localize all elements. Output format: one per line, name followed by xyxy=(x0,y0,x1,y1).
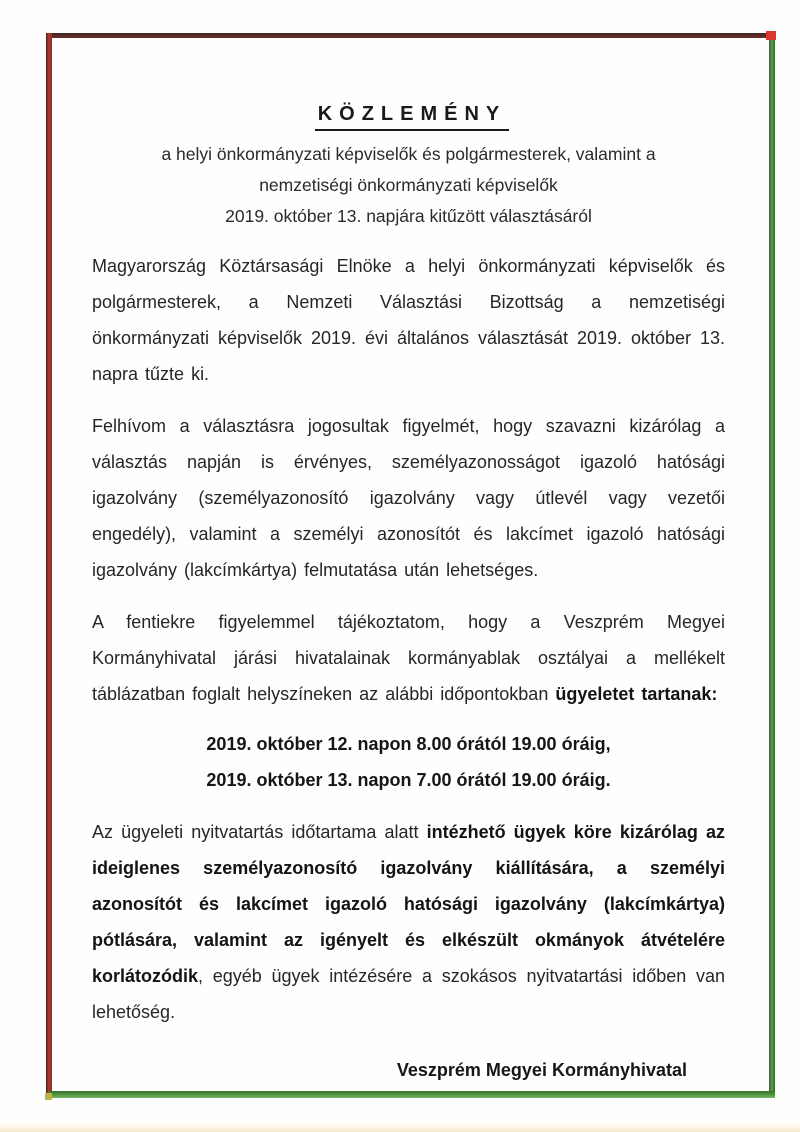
paragraph-text: A fentiekre figyelemmel tájékoztatom, hogy a Veszprém Megyei Kormányhivatal járási hivatalainak kormányablak osztályai a mellékelt táblázatban foglalt helyszíneken az alábbi időpontokban xyxy=(92,612,725,704)
announcement-title: KÖZLEMÉNY xyxy=(315,103,510,131)
paragraph-text: Felhívom a választásra jogosultak figyelmét, hogy szavazni kizárólag a választás napján is érvényes, személyazonosságot igazoló hatósági igazolvány (személyazonosító igazolvány vagy útlevél vagy vezetői engedély), valamint a személyi azonosítót és lakcímet igazoló hatósági igazolvány (lakcímkártya) felmutatása után lehetséges. xyxy=(92,416,725,580)
frame-right-border xyxy=(769,36,775,1096)
duty-hours-line-1: 2019. október 12. napon 8.00 órától 19.00 óráig, xyxy=(206,734,611,754)
paragraph-text-bold: ügyeletet tartanak: xyxy=(555,684,718,704)
title-block xyxy=(92,103,725,131)
paragraph-duty-scope xyxy=(92,814,725,1030)
duty-hours-line-2: 2019. október 13. napon 7.00 órától 19.00 óráig. xyxy=(206,770,611,790)
frame-corner-bottom-left xyxy=(45,1093,52,1100)
document-content xyxy=(92,33,725,1081)
signature: Veszprém Megyei Kormányhivatal xyxy=(396,1060,687,1080)
paragraph-text-bold: intézhető ügyek köre kizárólag az ideiglenes személyazonosító igazolvány kiállítására, a személyi azonosítót és lakcímet igazoló hatósági igazolvány (lakcímkártya) pótlására, valamint az igényelt és elkészült okmányok átvételére korlátozódik xyxy=(92,822,725,986)
announcement-subtitle xyxy=(92,139,725,232)
subtitle-line-2: nemzetiségi önkormányzati képviselők xyxy=(259,175,558,195)
frame-corner-top-right xyxy=(766,31,776,40)
paragraph-duty-notice xyxy=(92,604,725,712)
paragraph-text: , egyéb ügyek intézésére a szokásos nyitvatartási időben van lehetőség. xyxy=(92,966,725,1022)
subtitle-line-3: 2019. október 13. napjára kitűzött választásáról xyxy=(225,206,592,226)
paragraph-text: Magyarország Köztársasági Elnöke a helyi önkormányzati képviselők és polgármesterek, a Nemzeti Választási Bizottság a nemzetiségi önkormányzati képviselők 2019. évi általános választását 2019. október 13. napra tűzte ki. xyxy=(92,256,725,384)
frame-left-border xyxy=(46,33,52,1095)
paragraph-voting-requirements xyxy=(92,408,725,588)
paper-bottom-edge xyxy=(0,1122,800,1132)
paragraph-text: Az ügyeleti nyitvatartás időtartama alatt xyxy=(92,822,427,842)
subtitle-line-1: a helyi önkormányzati képviselők és polgármesterek, valamint a xyxy=(161,144,656,164)
duty-hours-block xyxy=(92,726,725,798)
paragraph-election-date xyxy=(92,248,725,392)
frame-bottom-border xyxy=(48,1091,775,1098)
